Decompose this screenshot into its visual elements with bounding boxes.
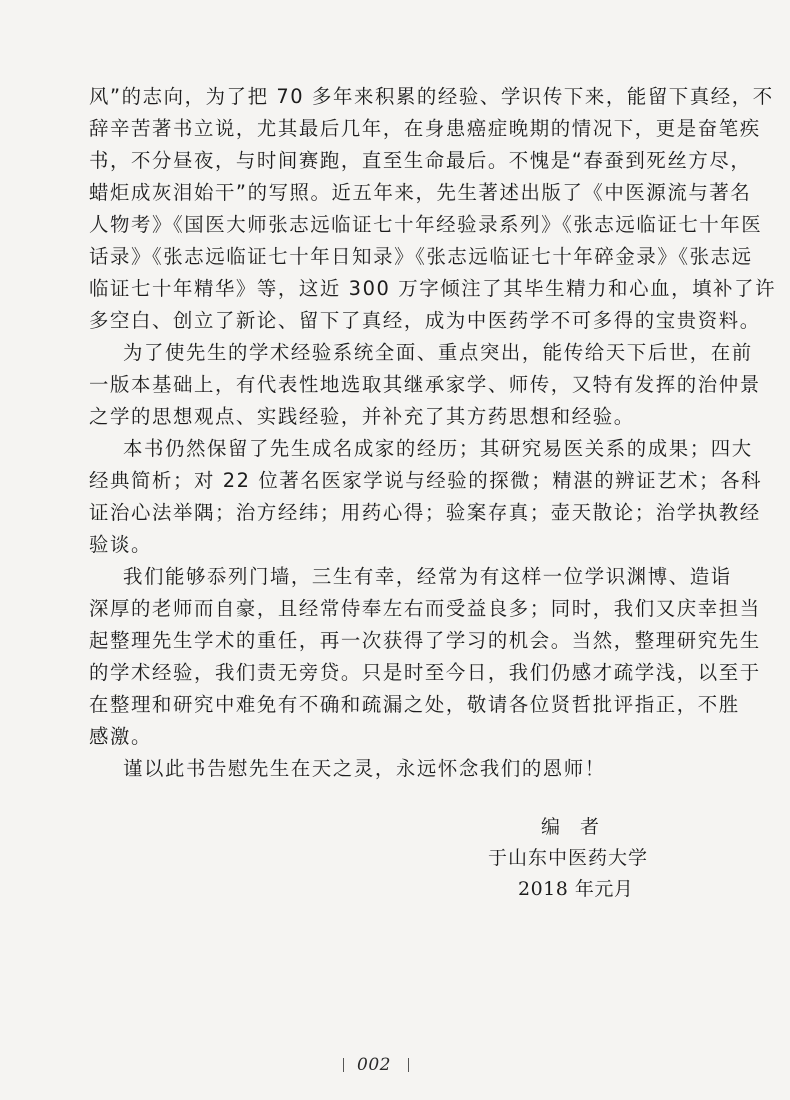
text-line: 在整理和研究中难免有不确和疏漏之处，敬请各位贤哲批评指正，不胜 (89, 693, 740, 716)
text-line: 验谈。 (89, 533, 152, 556)
text-line: 风”的志向，为了把 70 多年来积累的经验、学识传下来，能留下真经，不 (89, 85, 774, 108)
text-line: 书，不分昼夜，与时间赛跑，直至生命最后。不愧是“春蚕到死丝方尽， (89, 149, 752, 172)
text-line: 多空白、创立了新论、留下了真经，成为中医药学不可多得的宝贵资料。 (89, 309, 761, 332)
text-line: 的学术经验，我们责无旁贷。只是时至今日，我们仍感才疏学浅，以至于 (89, 661, 761, 684)
text-line: 辞辛苦著书立说，尤其最后几年，在身患癌症晚期的情况下，更是奋笔疾 (89, 117, 761, 140)
text-line: 人物考》《国医大师张志远临证七十年经验录系列》《张志远临证七十年医 (89, 213, 763, 236)
footer-divider (343, 1058, 344, 1072)
text-line: 起整理先生学术的重任，再一次获得了学习的机会。当然，整理研究先生 (89, 629, 761, 652)
text-line: 蜡炬成灰泪始干”的写照。近五年来，先生著述出版了《中医源流与著名 (89, 181, 752, 204)
text-line: 为了使先生的学术经验系统全面、重点突出，能传给天下后世，在前 (123, 341, 753, 364)
signature-title: 编者 (541, 816, 620, 838)
signature-date: 2018 年元月 (518, 878, 634, 900)
text-line: 经典简析；对 22 位著名医家学说与经验的探微；精湛的辨证艺术；各科 (89, 469, 763, 492)
text-line: 本书仍然保留了先生成名成家的经历；其研究易医关系的成果；四大 (123, 437, 753, 460)
text-line: 谨以此书告慰先生在天之灵，永远怀念我们的恩师！ (123, 757, 606, 780)
text-line: 感激。 (89, 725, 152, 748)
text-line: 临证七十年精华》等，这近 300 万字倾注了其毕生精力和心血，填补了许 (89, 277, 777, 300)
text-line: 一版本基础上，有代表性地选取其继承家学、师传，又特有发挥的治仲景 (89, 373, 761, 396)
signature-place: 于山东中医药大学 (488, 847, 649, 869)
text-line: 深厚的老师而自豪，且经常侍奉左右而受益良多；同时，我们又庆幸担当 (89, 597, 761, 620)
text-line: 之学的思想观点、实践经验，并补充了其方药思想和经验。 (89, 405, 635, 428)
text-line: 证治心法举隅；治方经纬；用药心得；验案存真；壶天散论；治学执教经 (89, 501, 761, 524)
text-line: 话录》《张志远临证七十年日知录》《张志远临证七十年碎金录》《张志远 (89, 245, 753, 268)
text-line: 我们能够忝列门墙，三生有幸，经常为有这样一位学识渊博、造诣 (123, 565, 732, 588)
footer-divider (408, 1058, 409, 1072)
page-footer (335, 1053, 435, 1079)
page-number: 002 (357, 1055, 391, 1075)
